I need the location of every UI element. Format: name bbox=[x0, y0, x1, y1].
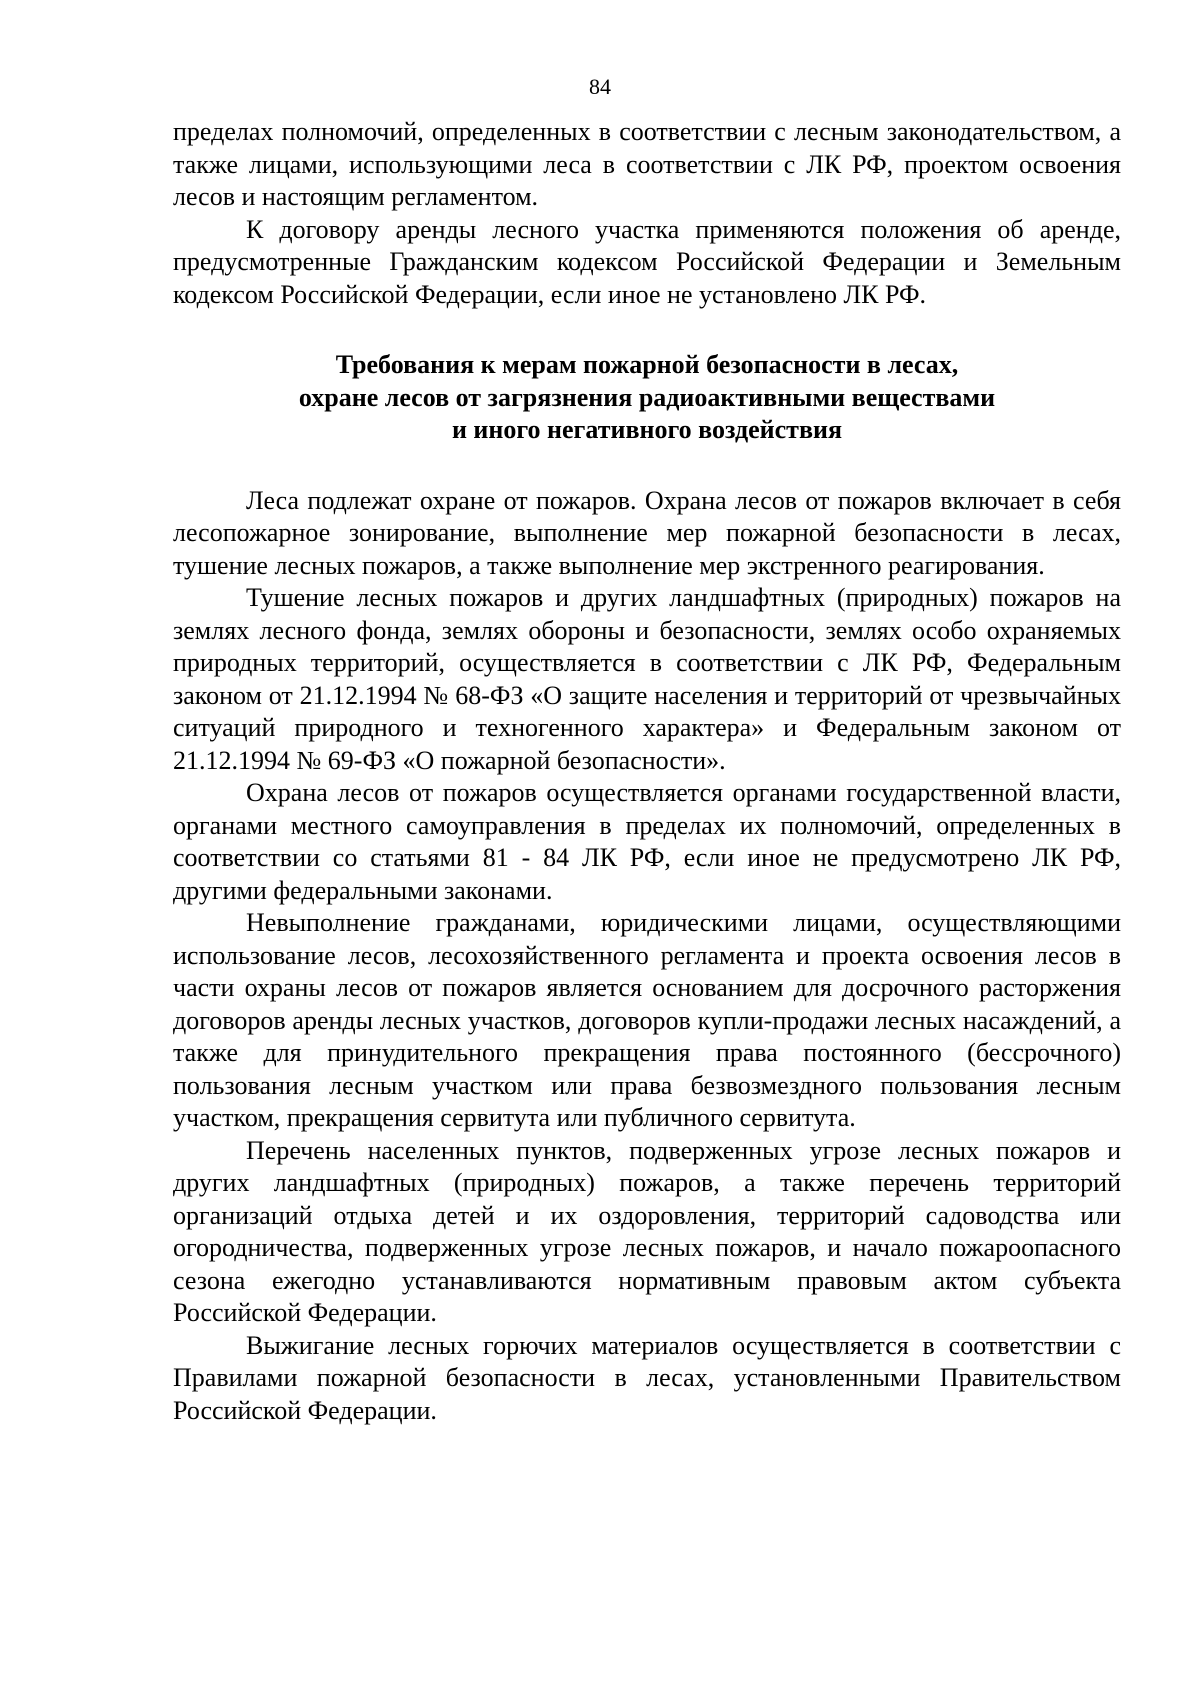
page-number: 84 bbox=[589, 74, 611, 99]
paragraph-settlements-list: Перечень населенных пунктов, подверженных угрозе лесных пожаров и других ландшафтных (природных) пожаров, а также перечень территорий организаций отдыха детей и их оздоровления, территорий садоводства или огородничества, подверженных угрозе лесных пожаров, и начало пожароопасного сезона ежегодно устанавливаются нормативным правовым актом субъекта Российской Федерации. bbox=[173, 1135, 1121, 1327]
paragraph-noncompliance: Невыполнение гражданами, юридическими лицами, осуществляющими использование лесов, лесохозяйственного регламента и проекта освоения лесов в части охраны лесов от пожаров является основанием для досрочного расторжения договоров аренды лесных участков, договоров купли-продажи лесных насаждений, а также для принудительного прекращения права постоянного (бессрочного) пользования лесным участком или права безвозмездного пользования лесным участком, прекращения сервитута или публичного сервитута. bbox=[173, 908, 1121, 1132]
paragraph-lease-provisions: К договору аренды лесного участка применяются положения об аренде, предусмотренные Гражданским кодексом Российской Федерации и Земельным кодексом Российской Федерации, если иное не установлено ЛК РФ. bbox=[173, 214, 1121, 309]
section-heading-line: Требования к мерам пожарной безопасности в лесах, bbox=[335, 350, 959, 379]
section-heading bbox=[173, 349, 1121, 447]
paragraph-fire-protection: Леса подлежат охране от пожаров. Охрана лесов от пожаров включает в себя лесопожарное зонирование, выполнение мер пожарной безопасности в лесах, тушение лесных пожаров, а также выполнение мер экстренного реагирования. bbox=[173, 485, 1121, 580]
paragraph-continuation: пределах полномочий, определенных в соответствии с лесным законодательством, а также лицами, использующими леса в соответствии с ЛК РФ, проектом освоения лесов и настоящим регламентом. bbox=[173, 117, 1121, 211]
paragraph-protection-authorities: Охрана лесов от пожаров осуществляется органами государственной власти, органами местного самоуправления в пределах их полномочий, определенных в соответствии со статьями 81 - 84 ЛК РФ, если иное не предусмотрено ЛК РФ, другими федеральными законами. bbox=[173, 778, 1121, 905]
section-heading-line: охране лесов от загрязнения радиоактивными веществами bbox=[298, 382, 996, 412]
paragraph-fire-suppression: Тушение лесных пожаров и других ландшафтных (природных) пожаров на землях лесного фонда, землях обороны и безопасности, землях особо охраняемых природных территорий, осуществляется в соответствии с ЛК РФ, Федеральным законом от 21.12.1994 № 68-ФЗ «О защите населения и территорий от чрезвычайных ситуаций природного и техногенного характера» и Федеральным законом от 21.12.1994 № 69-ФЗ «О пожарной безопасности». bbox=[173, 583, 1121, 775]
section-heading-line: и иного негативного воздействия bbox=[451, 415, 843, 444]
document-body bbox=[173, 116, 1121, 1427]
paragraph-burning: Выжигание лесных горючих материалов осуществляется в соответствии с Правилами пожарной безопасности в лесах, установленными Правительством Российской Федерации. bbox=[173, 1330, 1121, 1425]
